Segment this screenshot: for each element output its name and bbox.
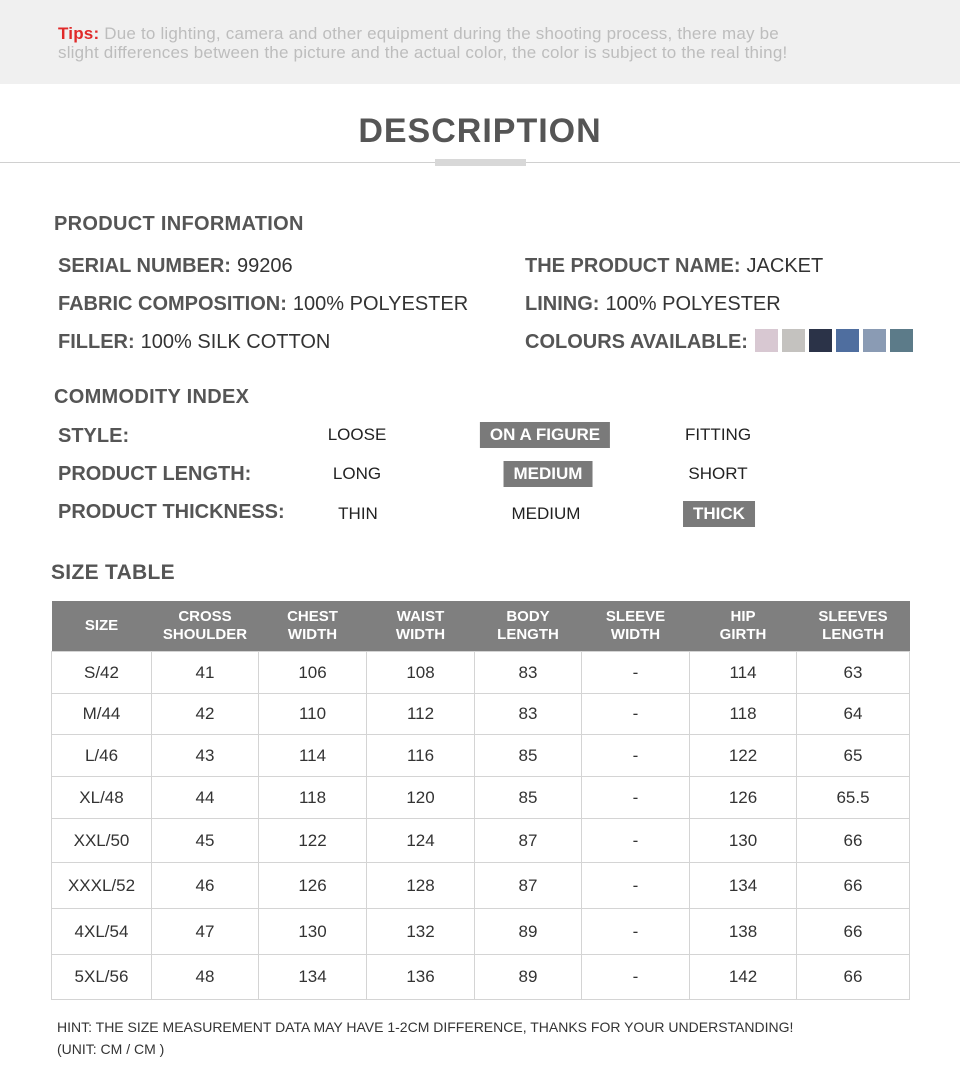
serial-number-value: 99206 (236, 255, 293, 277)
measurement-cell: 130 (259, 909, 367, 955)
measurement-cell: 65 (797, 735, 910, 777)
measurement-cell: 89 (475, 955, 582, 1000)
measurement-cell: 66 (797, 909, 910, 955)
measurement-cell: 118 (690, 694, 797, 735)
header-cross-shoulder (152, 601, 259, 652)
colour-swatches (755, 329, 913, 352)
measurement-cell: 41 (152, 652, 259, 694)
measurement-cell: 134 (690, 863, 797, 909)
measurement-cell: 114 (690, 652, 797, 694)
header-text: WAIST (396, 608, 445, 625)
product-name-value: JACKET (746, 255, 824, 277)
lining-row (525, 293, 781, 316)
measurement-cell: 48 (152, 955, 259, 1000)
thickness-option-thin: THIN (338, 504, 378, 523)
thickness-option-thick: THICK (683, 501, 755, 527)
measurement-cell: 85 (475, 777, 582, 819)
header-text: WIDTH (610, 626, 661, 643)
measurement-cell: 43 (152, 735, 259, 777)
style-option-on-a-figure: ON A FIGURE (480, 422, 610, 448)
measurement-cell: 63 (797, 652, 910, 694)
measurement-cell: 120 (367, 777, 475, 819)
table-row (52, 819, 910, 863)
product-name-row (525, 255, 823, 278)
product-information-title: PRODUCT INFORMATION (54, 213, 304, 235)
measurement-cell: 126 (690, 777, 797, 819)
table-row (52, 652, 910, 694)
size-cell: 5XL/56 (52, 955, 152, 1000)
measurement-cell: 46 (152, 863, 259, 909)
lining-label: LINING: (525, 293, 600, 315)
serial-number-row (58, 255, 293, 278)
style-option-fitting: FITTING (684, 425, 752, 444)
size-cell: XL/48 (52, 777, 152, 819)
measurement-cell: 108 (367, 652, 475, 694)
measurement-cell: 136 (367, 955, 475, 1000)
header-body-length (475, 601, 582, 652)
measurement-cell: 83 (475, 652, 582, 694)
measurement-cell: 47 (152, 909, 259, 955)
product-length-label: PRODUCT LENGTH: (58, 463, 252, 485)
length-option-long: LONG (332, 464, 382, 483)
header-text: SHOULDER (162, 626, 248, 643)
measurement-cell: 142 (690, 955, 797, 1000)
colour-swatch (836, 329, 859, 352)
description-title: DESCRIPTION (358, 112, 602, 150)
header-text: SLEEVE (605, 608, 666, 625)
hint-line-2: (UNIT: CM / CM ) (57, 1041, 165, 1057)
measurement-cell: 66 (797, 819, 910, 863)
table-row (52, 735, 910, 777)
header-chest-width (259, 601, 367, 652)
header-text: GIRTH (719, 626, 767, 643)
header-text: CHEST (287, 608, 338, 625)
measurement-cell: - (582, 694, 690, 735)
colours-available-label: COLOURS AVAILABLE: (525, 331, 748, 353)
style-label: STYLE: (58, 425, 130, 447)
header-size (52, 601, 152, 652)
product-name-label: THE PRODUCT NAME: (525, 255, 741, 277)
measurement-cell: 134 (259, 955, 367, 1000)
fabric-composition-label: FABRIC COMPOSITION: (58, 293, 287, 315)
lining-value: 100% POLYESTER (605, 293, 781, 315)
measurement-cell: - (582, 955, 690, 1000)
filler-row (58, 331, 330, 354)
measurement-cell: 110 (259, 694, 367, 735)
tips-label: Tips: (58, 24, 100, 43)
size-cell: XXXL/52 (52, 863, 152, 909)
measurement-cell: 42 (152, 694, 259, 735)
size-cell: 4XL/54 (52, 909, 152, 955)
table-row (52, 909, 910, 955)
measurement-cell: 89 (475, 909, 582, 955)
colour-swatch (863, 329, 886, 352)
serial-number-label: SERIAL NUMBER: (58, 255, 231, 277)
colour-swatch (809, 329, 832, 352)
measurement-cell: 106 (259, 652, 367, 694)
size-table (51, 601, 910, 1000)
measurement-cell: 138 (690, 909, 797, 955)
colour-swatch (755, 329, 778, 352)
header-waist-width (367, 601, 475, 652)
table-row (52, 694, 910, 735)
measurement-cell: 126 (259, 863, 367, 909)
measurement-cell: 114 (259, 735, 367, 777)
colours-row (525, 331, 748, 354)
commodity-index-title: COMMODITY INDEX (54, 386, 250, 408)
style-option-loose: LOOSE (327, 425, 387, 444)
measurement-cell: - (582, 735, 690, 777)
size-cell: M/44 (52, 694, 152, 735)
measurement-cell: - (582, 819, 690, 863)
header-text: SLEEVES (818, 608, 888, 625)
measurement-cell: 112 (367, 694, 475, 735)
tips-line-1: Due to lighting, camera and other equipment during the shooting process, there may be (99, 24, 779, 43)
colour-swatch (782, 329, 805, 352)
fabric-composition-row (58, 293, 468, 316)
tips-text (58, 24, 908, 62)
fabric-composition-value: 100% POLYESTER (292, 293, 469, 315)
measurement-cell: 130 (690, 819, 797, 863)
header-text: LENGTH (497, 626, 559, 643)
header-hip-girth (690, 601, 797, 652)
thickness-option-medium: MEDIUM (511, 504, 581, 523)
size-hint (57, 1016, 793, 1060)
header-text: HIP (730, 608, 756, 625)
measurement-cell: 87 (475, 819, 582, 863)
measurement-cell: 66 (797, 863, 910, 909)
table-row (52, 955, 910, 1000)
measurement-cell: 132 (367, 909, 475, 955)
measurement-cell: 83 (475, 694, 582, 735)
measurement-cell: 118 (259, 777, 367, 819)
header-text: CROSS (178, 608, 232, 625)
header-text: WIDTH (287, 626, 338, 643)
product-thickness-label: PRODUCT THICKNESS: (58, 501, 285, 523)
measurement-cell: 65.5 (797, 777, 910, 819)
measurement-cell: 124 (367, 819, 475, 863)
size-table-title: SIZE TABLE (51, 561, 175, 584)
measurement-cell: - (582, 863, 690, 909)
header-sleeves-length (797, 601, 910, 652)
hint-line-1: HINT: THE SIZE MEASUREMENT DATA MAY HAVE 1-2CM DIFFERENCE, THANKS FOR YOUR UNDERSTANDING! (57, 1019, 794, 1035)
header-text: LENGTH (822, 626, 884, 643)
measurement-cell: 44 (152, 777, 259, 819)
tips-line-2: slight differences between the picture and the actual color, the color is subject to the real thing! (58, 43, 788, 62)
colour-swatch (890, 329, 913, 352)
measurement-cell: 45 (152, 819, 259, 863)
size-cell: S/42 (52, 652, 152, 694)
measurement-cell: - (582, 909, 690, 955)
header-text: BODY (506, 608, 550, 625)
size-cell: XXL/50 (52, 819, 152, 863)
size-cell: L/46 (52, 735, 152, 777)
table-row (52, 777, 910, 819)
measurement-cell: 122 (690, 735, 797, 777)
measurement-cell: 87 (475, 863, 582, 909)
description-accent-bar (435, 159, 526, 166)
table-row (52, 863, 910, 909)
filler-label: FILLER: (58, 331, 135, 353)
size-table-header (52, 601, 910, 652)
header-text: WIDTH (395, 626, 446, 643)
measurement-cell: 64 (797, 694, 910, 735)
measurement-cell: 122 (259, 819, 367, 863)
measurement-cell: - (582, 777, 690, 819)
measurement-cell: - (582, 652, 690, 694)
length-option-medium: MEDIUM (504, 461, 593, 487)
filler-value: 100% SILK COTTON (140, 331, 331, 353)
measurement-cell: 116 (367, 735, 475, 777)
length-option-short: SHORT (688, 464, 748, 483)
header-sleeve-width (582, 601, 690, 652)
tips-banner (0, 0, 960, 84)
measurement-cell: 85 (475, 735, 582, 777)
header-size-text: SIZE (84, 617, 119, 634)
measurement-cell: 128 (367, 863, 475, 909)
measurement-cell: 66 (797, 955, 910, 1000)
